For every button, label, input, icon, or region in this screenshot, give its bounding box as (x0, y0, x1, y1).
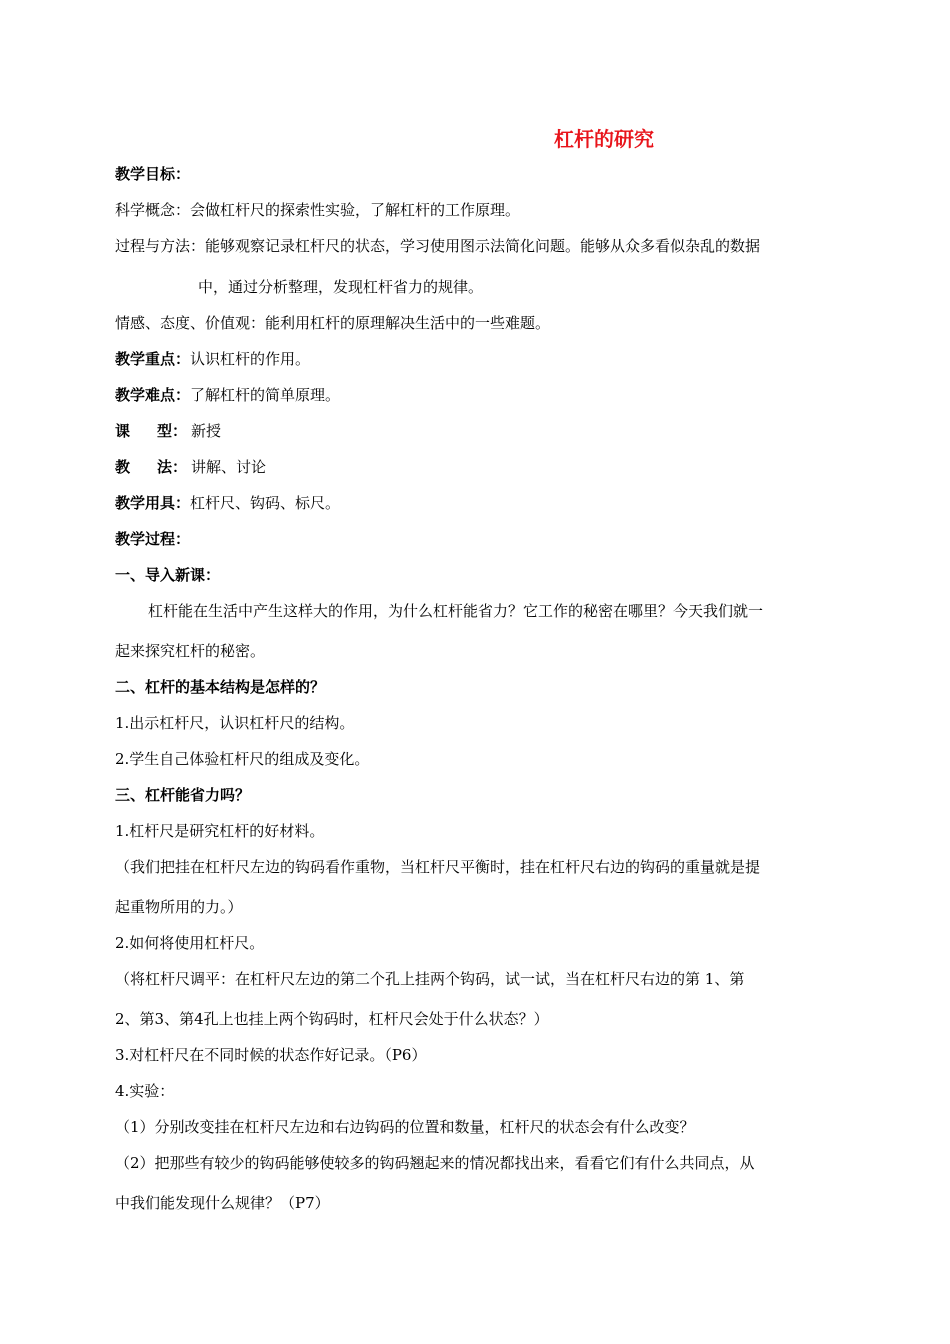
experiment-step-2b: 中我们能发现什么规律？（P7） (115, 1194, 330, 1212)
experiment-step-1: （1）分别改变挂在杠杆尺左边和右边钩码的位置和数量，杠杆尺的状态会有什么改变？ (115, 1118, 695, 1136)
section3-heading: 三、杠杆能省力吗？ (115, 786, 251, 804)
section3-item-2: 2.如何将使用杠杆尺。 (115, 934, 265, 952)
objective-emotion (115, 313, 840, 333)
difficulty-text: 了解杠杆的简单原理。 (190, 386, 341, 404)
section3-item-1: 1.杠杆尺是研究杠杆的好材料。 (115, 822, 325, 840)
section1-paragraph-1: 杠杆能在生活中产生这样大的作用，为什么杠杆能省力？它工作的秘密在哪里？今天我们就一 (148, 602, 764, 620)
section3-note-2b: 2、第3、第4孔上也挂上两个钩码时，杠杆尺会处于什么状态？） (115, 1010, 549, 1028)
objective-science-label: 科学概念： (115, 201, 191, 219)
teaching-method-label-2: 法： (157, 458, 188, 476)
lesson-type-label-1: 课 (115, 422, 131, 440)
objective-process (115, 236, 840, 256)
section2-item-2: 2.学生自己体验杠杆尺的组成及变化。 (115, 750, 370, 768)
teaching-method-text: 讲解、讨论 (191, 458, 267, 476)
objective-emotion-label: 情感、态度、价值观： (115, 314, 266, 332)
key-point (115, 349, 840, 369)
objective-process-text-1: 能够观察记录杠杆尺的状态，学习使用图示法简化问题。能够从众多看似杂乱的数据 (205, 237, 761, 255)
experiment-step-2a: （2）把那些有较少的钩码能够使较多的钩码翘起来的情况都找出来，看看它们有什么共同点，从 (115, 1154, 755, 1172)
difficulty-label: 教学难点： (115, 386, 191, 404)
teaching-tools (115, 493, 840, 513)
section1-paragraph-2: 起来探究杠杆的秘密。 (115, 642, 266, 660)
section2-item-1: 1.出示杠杆尺，认识杠杆尺的结构。 (115, 714, 355, 732)
teaching-tools-label: 教学用具： (115, 494, 191, 512)
teaching-tools-text: 杠杆尺、钩码、标尺。 (190, 494, 341, 512)
teaching-method-label (115, 457, 191, 477)
objective-emotion-text: 能利用杠杆的原理解决生活中的一些难题。 (265, 314, 551, 332)
lesson-type (115, 421, 840, 441)
objective-process-label: 过程与方法： (115, 237, 206, 255)
key-point-label: 教学重点： (115, 350, 191, 368)
process-heading: 教学过程： (115, 530, 191, 548)
section3-item-3: 3.对杠杆尺在不同时候的状态作好记录。（P6） (115, 1046, 427, 1064)
lesson-type-text: 新授 (191, 422, 222, 440)
section1-heading: 一、导入新课： (115, 566, 221, 584)
objective-process-text-2: 中，通过分析整理，发现杠杆省力的规律。 (198, 278, 484, 296)
objective-science-text: 会做杠杆尺的探索性实验，了解杠杆的工作原理。 (190, 201, 521, 219)
objectives-heading: 教学目标： (115, 165, 191, 183)
document-title: 杠杆的研究 (554, 127, 654, 151)
lesson-type-label (115, 421, 191, 441)
lesson-type-label-2: 型： (157, 422, 188, 440)
key-point-text: 认识杠杆的作用。 (190, 350, 311, 368)
teaching-method (115, 457, 840, 477)
teaching-method-label-1: 教 (115, 458, 131, 476)
objective-science (115, 200, 840, 220)
section3-note-1a: （我们把挂在杠杆尺左边的钩码看作重物，当杠杆尺平衡时，挂在杠杆尺右边的钩码的重量就是提 (115, 858, 761, 876)
difficulty-point (115, 385, 840, 405)
section2-heading: 二、杠杆的基本结构是怎样的？ (115, 678, 326, 696)
section3-item-4: 4.实验： (115, 1082, 175, 1100)
section3-note-1b: 起重物所用的力。） (115, 898, 243, 916)
section3-note-2a: （将杠杆尺调平：在杠杆尺左边的第二个孔上挂两个钩码，试一试，当在杠杆尺右边的第 1、第 (115, 970, 745, 988)
